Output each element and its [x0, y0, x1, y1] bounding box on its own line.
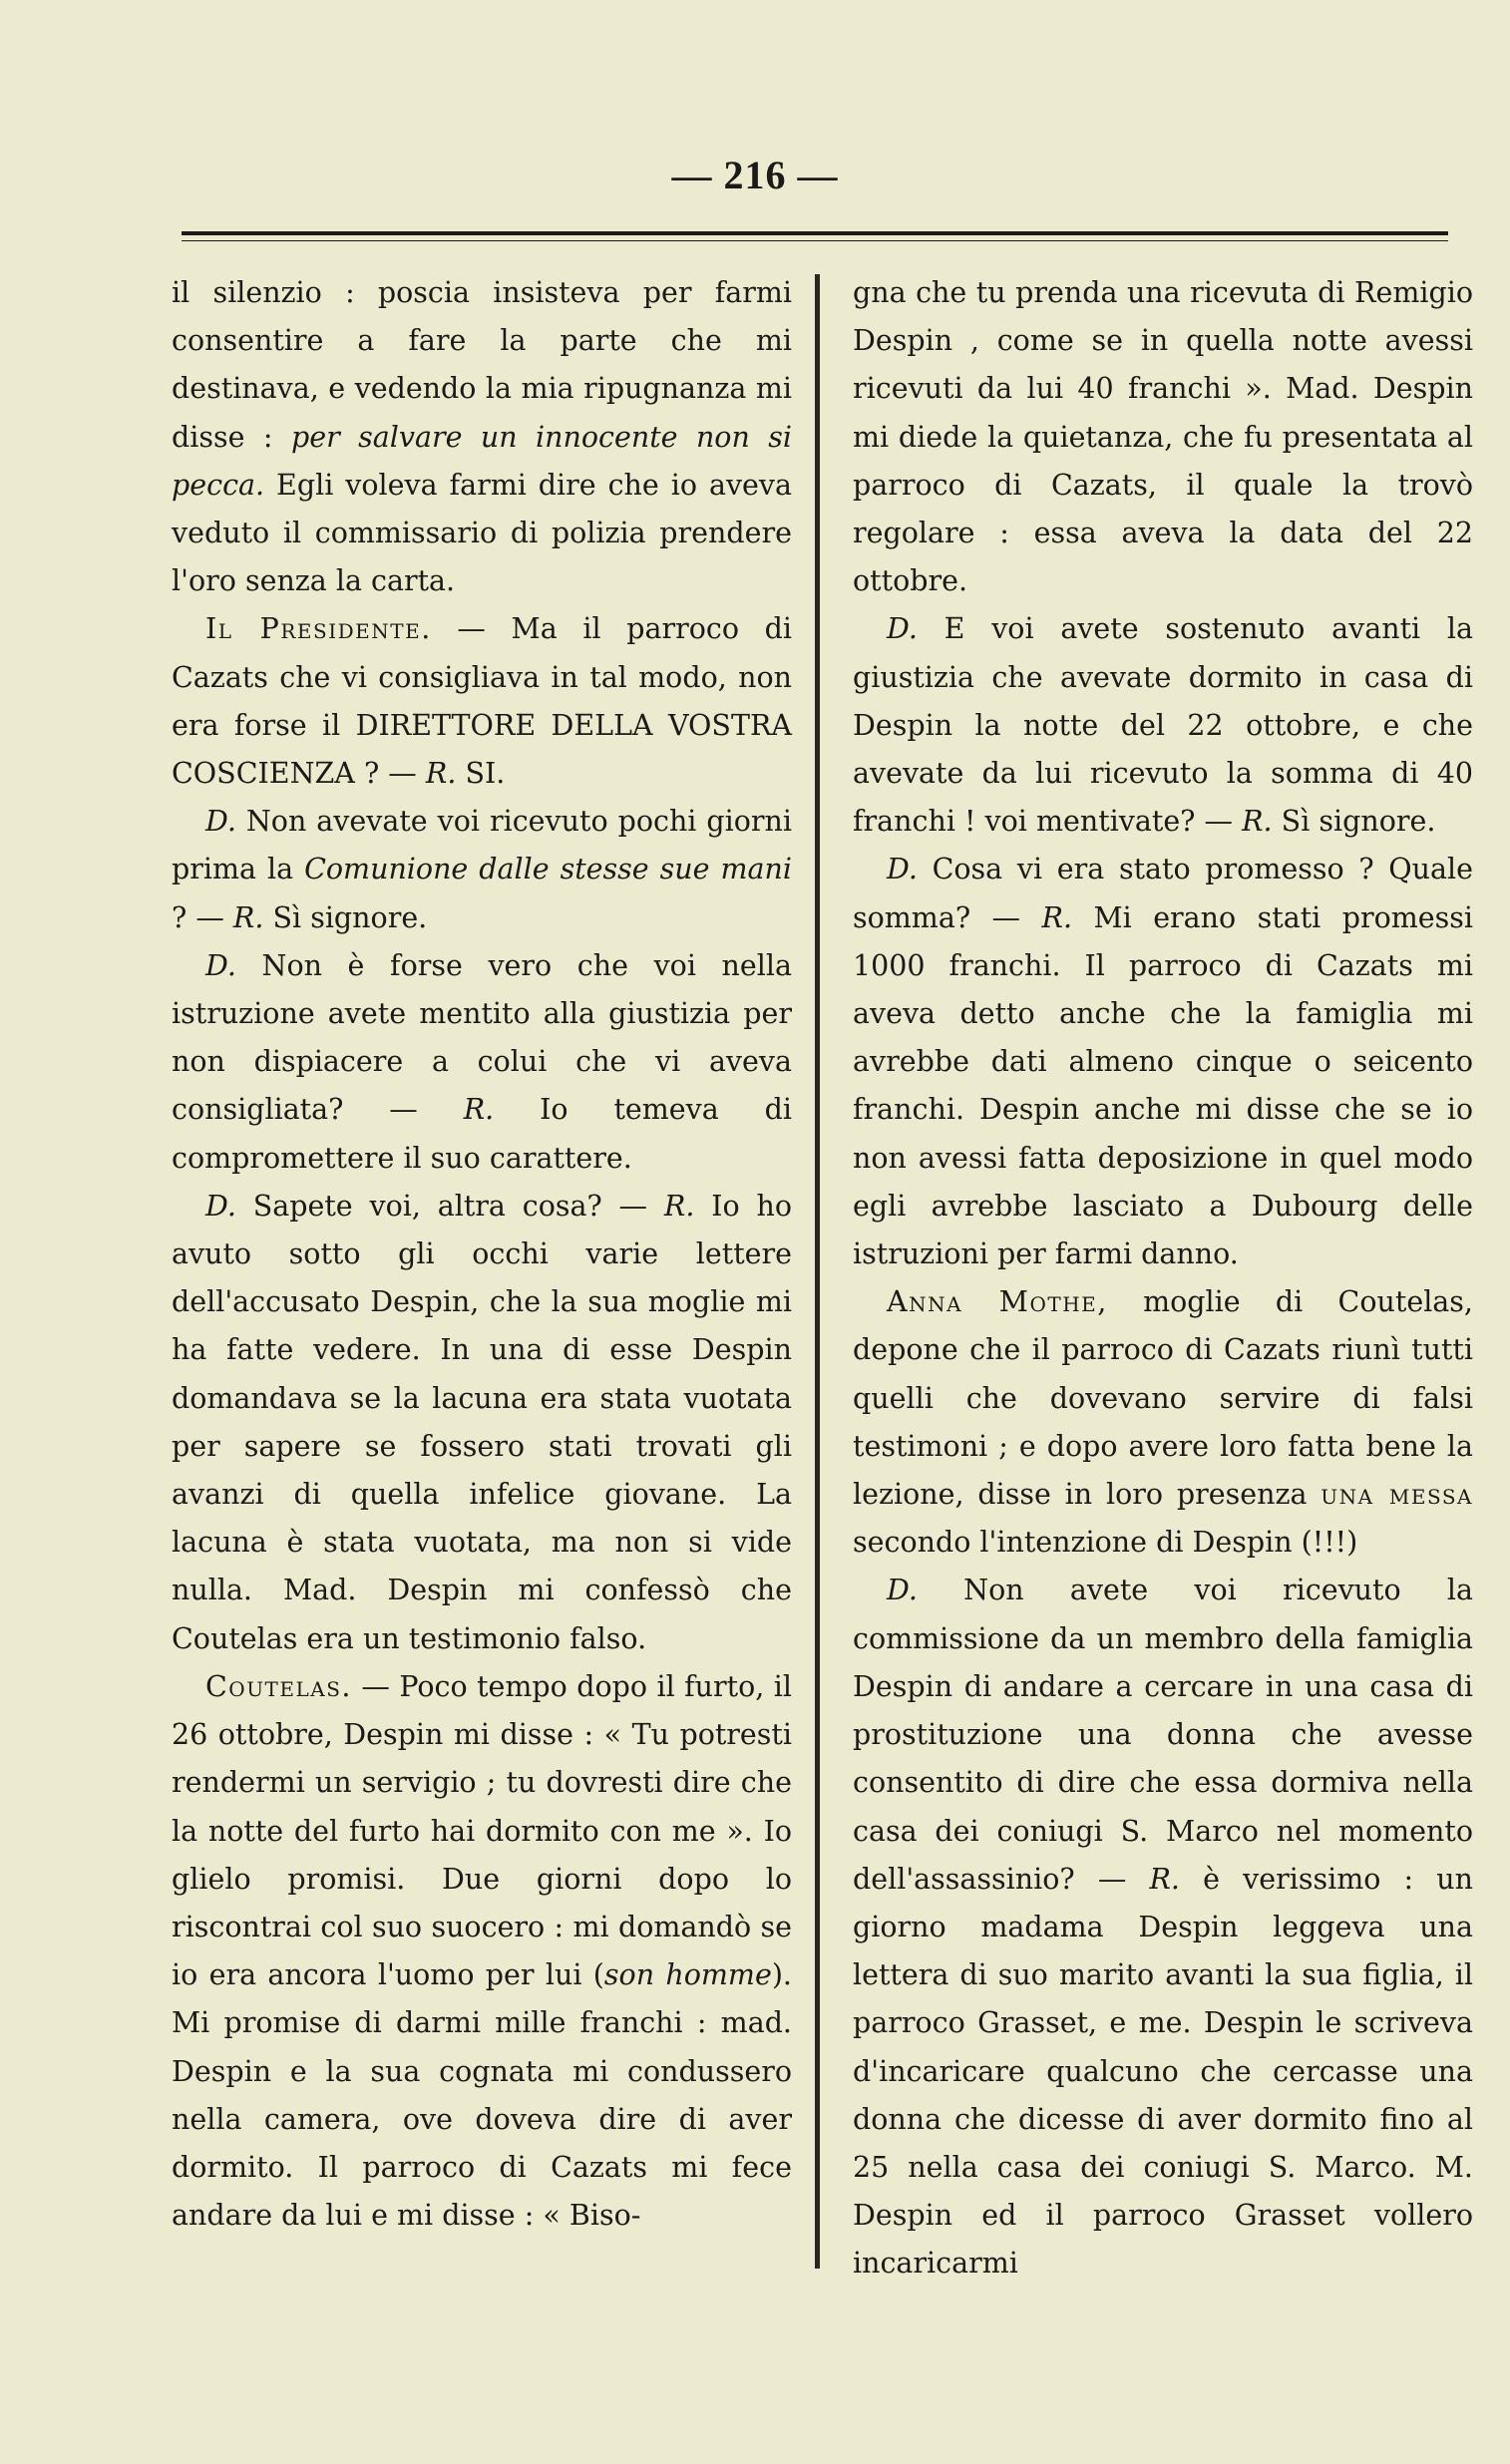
paragraph — [853, 1567, 1473, 2288]
speaker-marker: R. — [425, 757, 457, 791]
text: Sapete voi, altra cosa? — — [235, 1189, 664, 1223]
speaker-marker: D. — [205, 805, 236, 839]
text: gna che tu prenda una ricevuta di Remigio Despin , come se in quella notte avessi ricevuti da lui 40 franchi ». Mad. Despin mi diede la quietanza, che fu presentata al parroco di Cazats, il quale la trovò regolare : essa aveva la data del 22 ottobre. — [853, 276, 1473, 598]
text: Sì signore. — [263, 900, 428, 934]
text: Io temeva di compromettere il suo carattere. — [172, 1093, 792, 1175]
paragraph — [853, 1278, 1473, 1567]
italic-text: son homme — [603, 1958, 772, 1992]
text: secondo l'intenzione di Despin (!!!) — [853, 1526, 1358, 1560]
italic-text: per salvare un innocente non si pecca. — [172, 420, 792, 502]
header-rule — [182, 231, 1448, 241]
speaker-marker: D. — [887, 853, 918, 886]
text: Cosa vi era stato promesso ? Quale somma? — — [853, 853, 1473, 934]
text: Sì signore. — [1272, 805, 1436, 839]
page-number: — 216 — — [671, 153, 839, 197]
text: Egli voleva farmi dire che io aveva veduto il commissario di polizia prendere l'oro senza la carta. — [172, 468, 792, 598]
text: Mi erano stati promessi 1000 franchi. Il parroco di Cazats mi aveva detto anche che la famiglia mi avrebbe dati almeno cinque o seicento franchi. Despin anche mi disse che se io non avessi fatta deposizione in quel modo egli avrebbe lasciato a Dubourg delle istruzioni per farmi danno. — [853, 900, 1473, 1271]
italic-text: Comunione dalle stesse sue mani — [304, 853, 792, 886]
paragraph — [172, 605, 792, 798]
text: è verissimo : un giorno madama Despin leggeva una lettera di suo marito avanti la sua figlia, il parroco Grasset, e me. Despin le scriveva d'incaricare qualcuno che cercasse una donna che dicesse di aver dormito fino al 25 nella casa dei coniugi S. Marco. M. Despin ed il parroco Grasset vollero incaricarmi — [853, 1862, 1473, 2281]
paragraph — [853, 605, 1473, 846]
speaker-marker: R. — [463, 1093, 495, 1127]
speaker-marker: R. — [663, 1189, 695, 1223]
speaker-marker: D. — [205, 948, 236, 982]
speaker-name: Coutelas. — [205, 1669, 352, 1703]
speaker-name: Anna Mothe, — [887, 1285, 1108, 1319]
speaker-marker: R. — [1149, 1862, 1180, 1896]
text: il silenzio : poscia insisteva per farmi consentire a fare la parte che mi destinava, e vedendo la mia ripugnanza mi disse : — [172, 276, 792, 454]
text: ). Mi promise di darmi mille franchi : mad. Despin e la sua cognata mi condussero nella camera, ove doveva dire di aver dormito. Il parroco di Cazats mi fece andare da lui e mi disse : « Biso- — [172, 1958, 792, 2233]
paragraph — [172, 1183, 792, 1663]
speaker-marker: R. — [232, 900, 264, 934]
text: Non è forse vero che voi nella istruzione avete mentito alla giustizia per non dispiacere a colui che vi aveva consigliata? — — [172, 948, 792, 1127]
text: SI. — [456, 757, 506, 791]
text: moglie di Coutelas, depone che il parroco di Cazats riunì tutti quelli che dovevano servire di falsi testimoni ; e dopo avere loro fatta bene la lezione, disse in loro presenza — [853, 1285, 1473, 1512]
speaker-marker: R. — [1242, 805, 1273, 839]
text: — Ma il parroco di Cazats che vi consigliava in tal modo, non era forse il DIRETTORE DELLA VOSTRA COSCIENZA ? — — [172, 612, 793, 791]
text: — Poco tempo dopo il furto, il 26 ottobre, Despin mi disse : « Tu potresti rendermi un servigio ; tu dovresti dire che la notte del furto hai dormito con me ». Io glielo promisi. Due giorni dopo lo riscontrai col suo suocero : mi domandò se io era ancora l'uomo per lui ( — [172, 1669, 792, 1992]
text: Io ho avuto sotto gli occhi varie lettere dell'accusato Despin, che la sua moglie mi ha fatte vedere. In una di esse Despin domandava se la lacuna era stata vuotata per sapere se fossero stati trovati gli avanzi di quella infelice giovane. La lacuna è stata vuotata, ma non si vide nulla. Mad. Despin mi confessò che Coutelas era un testimonio falso. — [172, 1189, 792, 1655]
speaker-marker: D. — [887, 612, 918, 646]
text: Non avete voi ricevuto la commissione da un membro della famiglia Despin di andare a cercare in una casa di prostituzione una donna che avesse consentito di dire che essa dormiva nella casa dei coniugi S. Marco nel momento dell'assassinio? — — [853, 1574, 1473, 1896]
left-column — [172, 269, 792, 2240]
speaker-marker: R. — [1041, 900, 1073, 934]
right-column — [853, 269, 1473, 2288]
small-caps-text: una messa — [1321, 1478, 1473, 1512]
speaker-marker: D. — [887, 1574, 918, 1607]
paragraph — [853, 846, 1473, 1278]
speaker-marker: D. — [205, 1189, 236, 1223]
column-divider — [815, 274, 820, 2269]
speaker-name: Il Presidente. — [205, 612, 432, 646]
paragraph — [172, 942, 792, 1183]
paragraph — [172, 1663, 792, 2240]
paragraph — [172, 269, 792, 605]
text: ? — — [172, 900, 233, 934]
text: Non avevate voi ricevuto pochi giorni prima la — [172, 805, 792, 886]
paragraph — [172, 798, 792, 942]
paragraph — [853, 269, 1473, 605]
text: E voi avete sostenuto avanti la giustizia che avevate dormito in casa di Despin la notte del 22 ottobre, e che avevate da lui ricevuto la somma di 40 franchi ! voi mentivate? — — [853, 612, 1473, 839]
